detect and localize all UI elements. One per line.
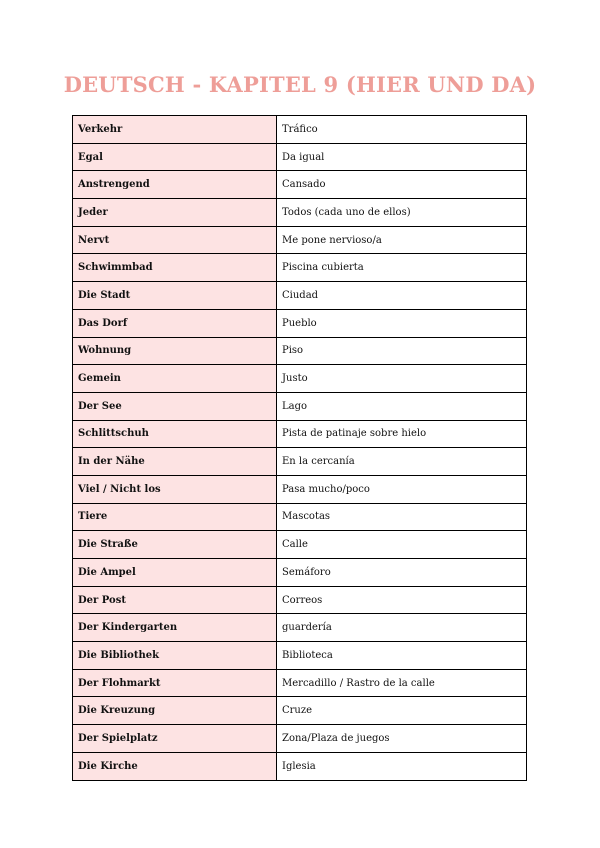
spanish-translation: Lago [277,392,527,420]
table-row [73,143,527,171]
table-row [73,337,527,365]
table-row [73,171,527,199]
spanish-translation: Mercadillo / Rastro de la calle [277,669,527,697]
german-word: Der See [73,392,277,420]
german-word: Verkehr [73,116,277,144]
table-row [73,559,527,587]
spanish-translation: Cansado [277,171,527,199]
table-row [73,365,527,393]
german-word: Nervt [73,226,277,254]
german-word: Egal [73,143,277,171]
spanish-translation: Semáforo [277,559,527,587]
spanish-translation: Correos [277,586,527,614]
german-word: Die Kirche [73,752,277,780]
german-word: Viel / Nicht los [73,475,277,503]
spanish-translation: En la cercanía [277,448,527,476]
table-row [73,475,527,503]
german-word: Der Spielplatz [73,725,277,753]
german-word: Der Post [73,586,277,614]
table-row [73,282,527,310]
german-word: Der Kindergarten [73,614,277,642]
table-row [73,697,527,725]
german-word: Die Straße [73,531,277,559]
table-row [73,254,527,282]
german-word: Wohnung [73,337,277,365]
german-word: Die Ampel [73,559,277,587]
vocabulary-table-body [73,116,527,781]
spanish-translation: Piso [277,337,527,365]
spanish-translation: Tráfico [277,116,527,144]
table-row [73,309,527,337]
table-row [73,503,527,531]
spanish-translation: Calle [277,531,527,559]
spanish-translation: Pueblo [277,309,527,337]
table-row [73,669,527,697]
table-row [73,725,527,753]
spanish-translation: Iglesia [277,752,527,780]
table-row [73,226,527,254]
german-word: Schwimmbad [73,254,277,282]
spanish-translation: Da igual [277,143,527,171]
table-row [73,752,527,780]
table-row [73,448,527,476]
table-row [73,199,527,227]
table-row [73,420,527,448]
spanish-translation: Pista de patinaje sobre hielo [277,420,527,448]
german-word: Anstrengend [73,171,277,199]
page-title: DEUTSCH - KAPITEL 9 (HIER UND DA) [63,72,537,97]
german-word: Das Dorf [73,309,277,337]
spanish-translation: Me pone nervioso/a [277,226,527,254]
german-word: Die Bibliothek [73,642,277,670]
spanish-translation: Pasa mucho/poco [277,475,527,503]
table-row [73,116,527,144]
table-row [73,531,527,559]
spanish-translation: Ciudad [277,282,527,310]
spanish-translation: Biblioteca [277,642,527,670]
spanish-translation: Piscina cubierta [277,254,527,282]
german-word: Gemein [73,365,277,393]
spanish-translation: Mascotas [277,503,527,531]
german-word: Schlittschuh [73,420,277,448]
spanish-translation: Justo [277,365,527,393]
table-row [73,642,527,670]
german-word: Die Stadt [73,282,277,310]
spanish-translation: Todos (cada uno de ellos) [277,199,527,227]
spanish-translation: Zona/Plaza de juegos [277,725,527,753]
table-row [73,614,527,642]
table-row [73,392,527,420]
table-row [73,586,527,614]
german-word: Die Kreuzung [73,697,277,725]
german-word: Der Flohmarkt [73,669,277,697]
vocabulary-table [72,115,527,781]
german-word: Jeder [73,199,277,227]
spanish-translation: Cruze [277,697,527,725]
spanish-translation: guardería [277,614,527,642]
german-word: In der Nähe [73,448,277,476]
german-word: Tiere [73,503,277,531]
